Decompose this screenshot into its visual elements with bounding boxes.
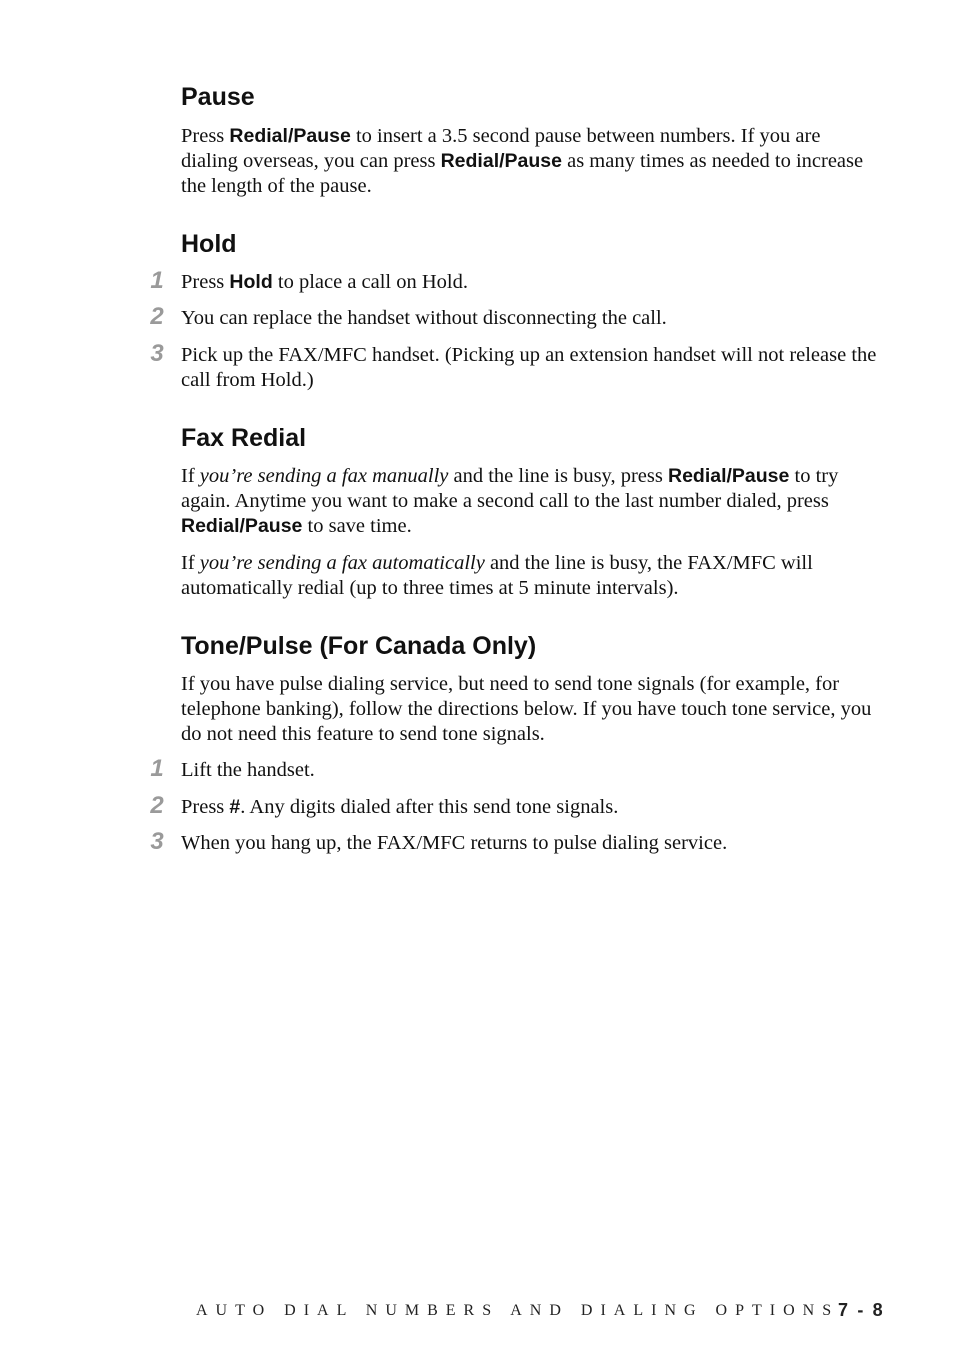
hold-step-1 <box>181 270 881 295</box>
heading-pause: Pause <box>181 83 255 111</box>
tone-step-3: When you hang up, the FAX/MFC returns to pulse dialing service. <box>181 832 728 854</box>
step-number: 1 <box>150 267 164 294</box>
tone-step-1: Lift the handset. <box>181 759 315 781</box>
text-run: to insert a 3.5 second pause between numbers. If you are dialing overseas, you can press <box>181 125 821 172</box>
hold-step-2: You can replace the handset without disconnecting the call. <box>181 307 667 329</box>
step-number: 3 <box>150 828 164 855</box>
heading-fax-redial: Fax Redial <box>181 424 307 452</box>
tone-pulse-paragraph: If you have pulse dialing service, but need to send tone signals (for example, for telephone banking), follow the directions below. If you have touch tone service, you do not need this feature to send tone signals. <box>181 673 872 745</box>
key-redial-pause: Redial/Pause <box>440 150 562 172</box>
key-redial-pause: Redial/Pause <box>181 515 303 537</box>
text-run: and the line is busy, press <box>448 465 668 487</box>
text-run: If <box>181 552 200 574</box>
key-hold: Hold <box>229 271 273 293</box>
italic-phrase: you’re sending a fax manually <box>199 465 449 487</box>
fax-redial-paragraph-2 <box>181 551 881 601</box>
text-run: Press <box>181 796 230 818</box>
step-number: 2 <box>150 303 164 330</box>
text-run: If <box>181 465 200 487</box>
heading-tone-pulse: Tone/Pulse (For Canada Only) <box>181 632 537 660</box>
step-number: 3 <box>150 340 164 367</box>
tone-step-2 <box>181 795 881 820</box>
text-run: Press <box>181 125 230 147</box>
text-run: to try again. Anytime you want to make a second call to the last number dialed, press <box>181 465 839 512</box>
text-run: . Any digits dialed after this send tone signals. <box>240 796 619 818</box>
key-hash: # <box>229 796 241 818</box>
text-run: as many times as needed to increase the length of the pause. <box>181 150 864 197</box>
key-redial-pause: Redial/Pause <box>667 465 790 487</box>
hold-step-3: Pick up the FAX/MFC handset. (Picking up an extension handset will not release the call from Hold.) <box>181 344 877 391</box>
key-redial-pause: Redial/Pause <box>229 125 351 147</box>
pause-paragraph <box>181 124 881 199</box>
text-run: and the line is busy, the FAX/MFC will automatically redial (up to three times at 5 minute intervals). <box>181 552 813 599</box>
step-number: 1 <box>150 755 164 782</box>
italic-phrase: you’re sending a fax automatically <box>199 552 485 574</box>
heading-hold: Hold <box>181 230 237 258</box>
text-run: to save time. <box>302 515 412 537</box>
footer-chapter-title: AUTO DIAL NUMBERS AND DIALING OPTIONS <box>196 1302 840 1319</box>
footer-page-number: 7 - 8 <box>838 1300 885 1320</box>
text-run: to place a call on Hold. <box>272 271 469 293</box>
step-number: 2 <box>150 792 164 819</box>
text-run: Press <box>181 271 230 293</box>
fax-redial-paragraph-1 <box>181 464 881 539</box>
